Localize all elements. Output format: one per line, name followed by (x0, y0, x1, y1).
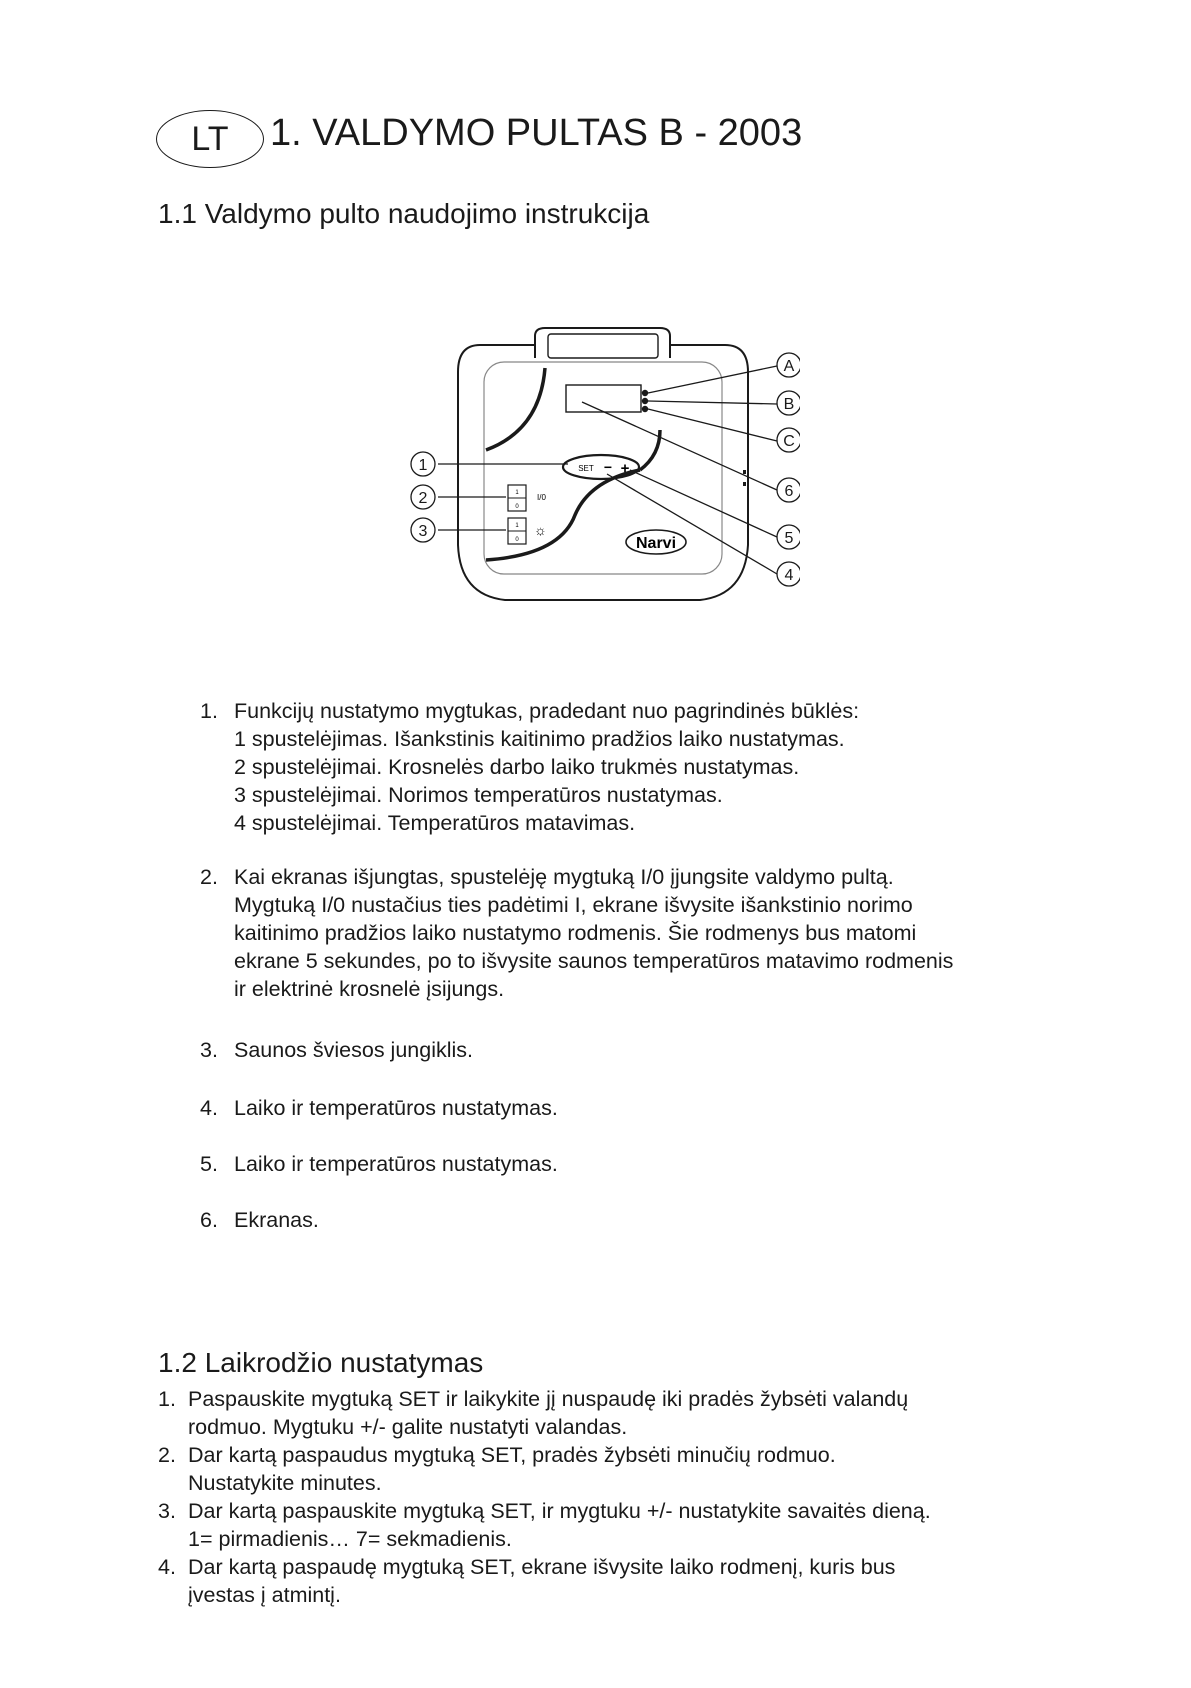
list-item (158, 1497, 1058, 1553)
power-switch-label: I/0 (537, 493, 546, 502)
callout-1: 1 (418, 457, 428, 474)
plus-button: + (620, 460, 630, 477)
list-item-line: Ekranas. (234, 1208, 319, 1232)
list-item-line: Dar kartą paspaudus mygtuką SET, pradės žybsėti minučių rodmuo. (188, 1443, 836, 1467)
light-bulb-icon: ☼ (534, 522, 547, 538)
list-item (200, 1150, 558, 1178)
power-switch-off-mark: 0 (515, 504, 519, 510)
led-c (642, 406, 648, 412)
panel-curve-bottom (486, 470, 640, 560)
list-item-line: 1 spustelėjimas. Išankstinis kaitinimo pradžios laiko nustatymas. (234, 727, 845, 751)
list-item-line: Mygtuką I/0 nustačius ties padėtimi I, ekrane išvysite išankstinio norimo (234, 893, 913, 917)
list-item-line: Saunos šviesos jungiklis. (234, 1038, 474, 1062)
callout-b: B (783, 396, 795, 413)
list-item-number: 6. (200, 1208, 218, 1232)
list-item (158, 1385, 1058, 1441)
set-button-label: SET (578, 464, 594, 473)
callout-c: C (783, 433, 795, 450)
list-item-line: Kai ekranas išjungtas, spustelėję mygtuką I/0 įjungsite valdymo pultą. (234, 865, 894, 889)
panel-handle-inner (548, 334, 658, 358)
callout-a: A (783, 358, 795, 375)
power-switch-on-mark: 1 (515, 490, 519, 496)
list-item-number: 5. (200, 1152, 218, 1176)
list-item-number: 4. (158, 1555, 176, 1579)
list-item-line: 1= pirmadienis… 7= sekmadienis. (188, 1527, 512, 1551)
page-title: 1. VALDYMO PULTAS B - 2003 (270, 112, 803, 154)
list-item-number: 3. (200, 1038, 218, 1062)
list-item-line: Laiko ir temperatūros nustatymas. (234, 1096, 558, 1120)
callout-5: 5 (784, 530, 794, 547)
list-item-line: Nustatykite minutes. (188, 1471, 382, 1495)
list-item-number: 2. (158, 1443, 176, 1467)
callout-6: 6 (784, 483, 794, 500)
clock-setting-list (158, 1385, 1058, 1609)
list-item-line: ekrane 5 sekundes, po to išvysite saunos temperatūros matavimo rodmenis (234, 949, 954, 973)
panel-handle (535, 328, 670, 358)
language-badge (156, 110, 264, 168)
list-item-number: 4. (200, 1096, 218, 1120)
light-switch-on-mark: 1 (515, 523, 519, 529)
light-switch-off-mark: 0 (515, 537, 519, 543)
callout-3: 3 (418, 523, 428, 540)
list-item-number: 1. (158, 1387, 176, 1411)
list-item-line: 3 spustelėjimai. Norimos temperatūros nustatymas. (234, 783, 723, 807)
list-item-line: ir elektrinė krosnelė įsijungs. (234, 977, 505, 1001)
control-panel-diagram (390, 315, 800, 615)
list-item-number: 3. (158, 1499, 176, 1523)
callout-2: 2 (418, 490, 428, 507)
list-item (200, 1094, 558, 1122)
list-item (200, 863, 953, 1003)
list-item (200, 1036, 473, 1064)
narvi-logo: Narvi (635, 535, 677, 552)
list-item-line: rodmuo. Mygtuku +/- galite nustatyti valandas. (188, 1415, 628, 1439)
display-screen (566, 385, 641, 412)
list-item-line: 4 spustelėjimai. Temperatūros matavimas. (234, 811, 636, 835)
panel-curve-left (486, 368, 545, 450)
list-item-line: įvestas į atmintį. (188, 1583, 341, 1607)
list-item-number: 1. (200, 699, 218, 723)
section-heading-usage: 1.1 Valdymo pulto naudojimo instrukcija (158, 198, 650, 229)
list-item-line: Funkcijų nustatymo mygtukas, pradedant nuo pagrindinės būklės: (234, 699, 860, 723)
minus-button: − (603, 459, 613, 475)
list-item (200, 697, 859, 837)
led-b (642, 398, 648, 404)
list-item (158, 1441, 1058, 1497)
section-heading-clock: 1.2 Laikrodžio nustatymas (158, 1347, 484, 1378)
list-item (158, 1553, 1058, 1609)
callout-4: 4 (784, 567, 794, 584)
led-a (642, 390, 648, 396)
list-item-line: kaitinimo pradžios laiko nustatymo rodmenis. Šie rodmenys bus matomi (234, 921, 917, 945)
list-item-number: 2. (200, 865, 218, 889)
list-item-line: Dar kartą paspaudę mygtuką SET, ekrane išvysite laiko rodmenį, kuris bus (188, 1555, 896, 1579)
list-item (200, 1206, 319, 1234)
list-item-line: Laiko ir temperatūros nustatymas. (234, 1152, 558, 1176)
list-item-line: Paspauskite mygtuką SET ir laikykite jį nuspaudę iki pradės žybsėti valandų (188, 1387, 909, 1411)
list-item-line: 2 spustelėjimai. Krosnelės darbo laiko trukmės nustatymas. (234, 755, 800, 779)
language-code: LT (191, 119, 229, 158)
list-item-line: Dar kartą paspauskite mygtuką SET, ir mygtuku +/- nustatykite savaitės dieną. (188, 1499, 931, 1523)
